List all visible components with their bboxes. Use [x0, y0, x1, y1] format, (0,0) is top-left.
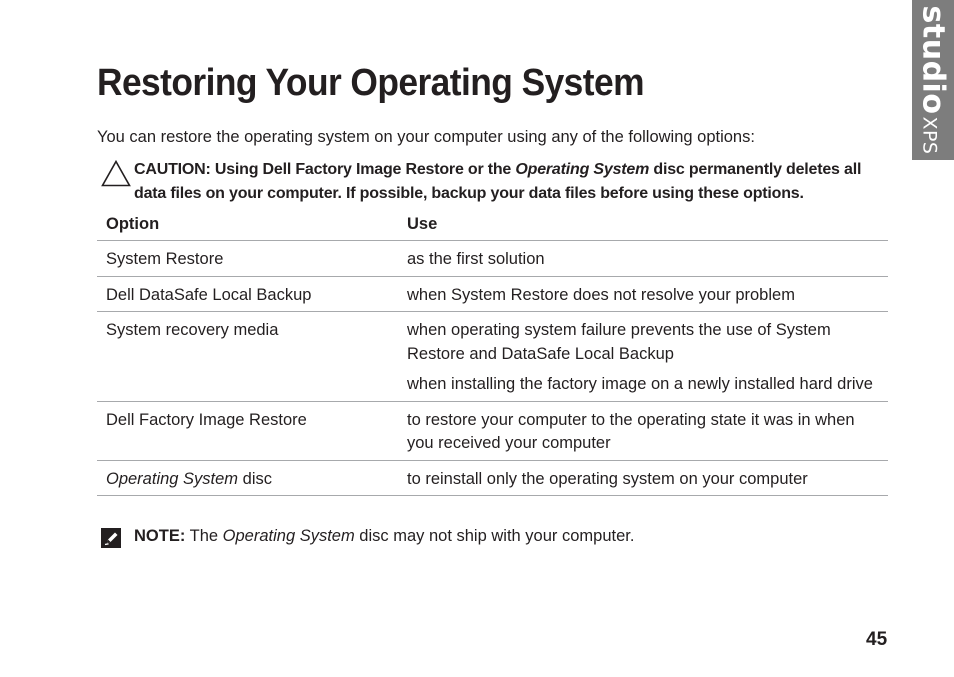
page-number: 45 — [866, 629, 888, 650]
caution-text-part2: disc permanently deletes all data files on your computer. If possible, backup your data files before using these options. — [134, 161, 862, 202]
note-block — [101, 524, 891, 548]
intro-text: You can restore the operating system on your computer using any of the following options: — [97, 128, 755, 146]
option-cell: Dell Factory Image Restore — [97, 401, 398, 460]
column-header-use: Use — [398, 211, 888, 241]
note-text-part2: disc may not ship with your computer. — [354, 527, 635, 545]
option-cell: System Restore — [97, 241, 398, 277]
note-label: NOTE: — [134, 527, 186, 545]
options-table — [97, 211, 888, 496]
caution-block — [101, 158, 891, 206]
column-header-option: Option — [97, 211, 398, 241]
option-italic: Operating System — [106, 469, 239, 488]
table-row — [97, 241, 888, 277]
use-cell — [398, 401, 888, 460]
use-cell — [398, 312, 888, 402]
page-title: Restoring Your Operating System — [97, 62, 644, 104]
option-rest: disc — [238, 469, 272, 488]
use-cell — [398, 460, 888, 496]
use-cell — [398, 276, 888, 312]
table-header-row — [97, 211, 888, 241]
use-text: when installing the factory image on a newly installed hard drive — [407, 375, 873, 393]
option-cell: Dell DataSafe Local Backup — [97, 276, 398, 312]
use-text: as the first solution — [407, 250, 545, 268]
caution-triangle-icon — [101, 160, 131, 192]
caution-text-italic: Operating System — [515, 161, 650, 178]
use-text: when System Restore does not resolve your problem — [407, 285, 795, 304]
table-row — [97, 401, 888, 460]
note-text-italic: Operating System — [222, 527, 355, 545]
brand-name: studio — [915, 5, 951, 115]
use-text: to restore your computer to the operating state it was in when you received your computer — [407, 410, 855, 452]
caution-text — [134, 158, 891, 206]
note-text — [134, 524, 891, 548]
use-text: to reinstall only the operating system on your computer — [407, 469, 808, 488]
caution-text-part1: CAUTION: Using Dell Factory Image Restore or the — [134, 161, 516, 178]
table-row — [97, 312, 888, 402]
option-cell: System recovery media — [97, 312, 398, 402]
brand-model: XPS — [918, 116, 941, 155]
table-row — [97, 460, 888, 496]
brand-logo — [916, 6, 951, 155]
use-text: when operating system failure prevents the use of System Restore and DataSafe Local Backup — [407, 321, 831, 363]
option-cell — [97, 460, 398, 496]
use-cell — [398, 241, 888, 277]
table-row — [97, 276, 888, 312]
side-tab — [912, 0, 954, 160]
note-pencil-icon — [101, 528, 121, 555]
note-text-part1: The — [185, 527, 223, 545]
